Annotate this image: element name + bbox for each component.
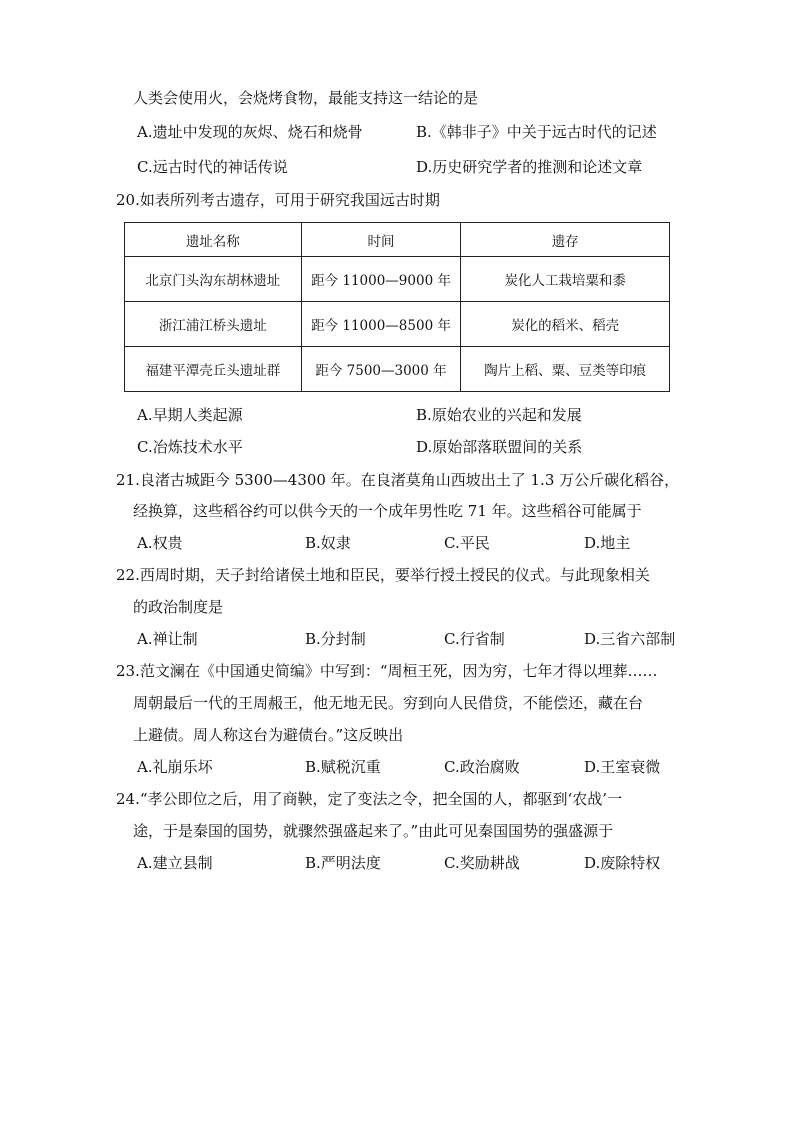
q23-stem-line-2: 周朝最后一代的王周赧王，他无地无民。穷到向人民借贷，不能偿还，藏在台 bbox=[133, 694, 644, 712]
q20-option-c[interactable]: C.冶炼技术水平 bbox=[137, 438, 243, 456]
q22-option-a[interactable]: A.禅让制 bbox=[137, 630, 198, 648]
q21-option-a[interactable]: A.权贵 bbox=[137, 534, 183, 552]
q20-option-a[interactable]: A.早期人类起源 bbox=[137, 406, 243, 424]
q22-option-b[interactable]: B.分封制 bbox=[305, 630, 366, 648]
table-cell: 距今 11000—9000 年 bbox=[301, 257, 461, 302]
q23-option-c[interactable]: C.政治腐败 bbox=[444, 758, 520, 776]
table-row bbox=[125, 347, 670, 392]
q19-option-d[interactable]: D.历史研究学者的推测和论述文章 bbox=[416, 158, 643, 176]
q22-stem-line-2: 的政治制度是 bbox=[133, 598, 224, 616]
q23-stem-line-1: 23.范文澜在《中国通史简编》中写到：“周桓王死，因为穷，七年才得以埋葬…… bbox=[116, 662, 658, 680]
q19-option-b[interactable]: B.《韩非子》中关于远古时代的记述 bbox=[416, 123, 657, 141]
q21-stem-line-2: 经换算，这些稻谷约可以供今天的一个成年男性吃 71 年。这些稻谷可能属于 bbox=[133, 502, 642, 520]
q21-stem-line-1: 21.良渚古城距今 5300—4300 年。在良渚莫角山西坡出土了 1.3 万公斤碳化稻谷， bbox=[116, 471, 680, 489]
table-header-site: 遗址名称 bbox=[125, 223, 302, 257]
table-cell: 炭化人工栽培粟和黍 bbox=[461, 257, 670, 302]
table-cell: 浙江浦江桥头遗址 bbox=[125, 302, 302, 347]
table-cell: 距今 7500—3000 年 bbox=[301, 347, 461, 392]
q19-option-a[interactable]: A.遗址中发现的灰烬、烧石和烧骨 bbox=[137, 123, 363, 141]
q19-stem: 人类会使用火，会烧烤食物，最能支持这一结论的是 bbox=[133, 89, 479, 107]
table-header-row bbox=[125, 223, 670, 257]
table-row bbox=[125, 257, 670, 302]
table-header-time: 时间 bbox=[301, 223, 461, 257]
q22-option-d[interactable]: D.三省六部制 bbox=[584, 630, 676, 648]
table-cell: 福建平潭壳丘头遗址群 bbox=[125, 347, 302, 392]
relics-table bbox=[124, 222, 670, 392]
q22-option-c[interactable]: C.行省制 bbox=[444, 630, 505, 648]
q24-option-d[interactable]: D.废除特权 bbox=[584, 854, 661, 872]
q23-option-b[interactable]: B.赋税沉重 bbox=[305, 758, 381, 776]
q20-option-d[interactable]: D.原始部落联盟间的关系 bbox=[416, 438, 583, 456]
q24-stem-line-1: 24.“孝公即位之后，用了商鞅，定了变法之令，把全国的人，都驱到‘农战’一 bbox=[116, 790, 623, 808]
q23-option-a[interactable]: A.礼崩乐坏 bbox=[137, 758, 213, 776]
q21-option-c[interactable]: C.平民 bbox=[444, 534, 490, 552]
table-cell: 距今 11000—8500 年 bbox=[301, 302, 461, 347]
q19-option-c[interactable]: C.远古时代的神话传说 bbox=[137, 158, 288, 176]
q20-stem: 20.如表所列考古遗存，可用于研究我国远古时期 bbox=[116, 191, 440, 209]
q24-option-a[interactable]: A.建立县制 bbox=[137, 854, 213, 872]
q20-option-b[interactable]: B.原始农业的兴起和发展 bbox=[416, 406, 582, 424]
q23-stem-line-3: 上避债。周人称这台为避债台。”这反映出 bbox=[133, 726, 404, 744]
q24-option-c[interactable]: C.奖励耕战 bbox=[444, 854, 520, 872]
table-cell: 北京门头沟东胡林遗址 bbox=[125, 257, 302, 302]
q21-option-d[interactable]: D.地主 bbox=[584, 534, 631, 552]
q23-option-d[interactable]: D.王室衰微 bbox=[584, 758, 661, 776]
q22-stem-line-1: 22.西周时期，天子封给诸侯土地和臣民，要举行授土授民的仪式。与此现象相关 bbox=[116, 566, 650, 584]
q24-option-b[interactable]: B.严明法度 bbox=[305, 854, 381, 872]
table-row bbox=[125, 302, 670, 347]
table-cell: 陶片上稻、粟、豆类等印痕 bbox=[461, 347, 670, 392]
table-cell: 炭化的稻米、稻壳 bbox=[461, 302, 670, 347]
table-header-relic: 遗存 bbox=[461, 223, 670, 257]
q24-stem-line-2: 途，于是秦国的国势，就骤然强盛起来了。”由此可见秦国国势的强盛源于 bbox=[133, 822, 614, 840]
q21-option-b[interactable]: B.奴隶 bbox=[305, 534, 351, 552]
